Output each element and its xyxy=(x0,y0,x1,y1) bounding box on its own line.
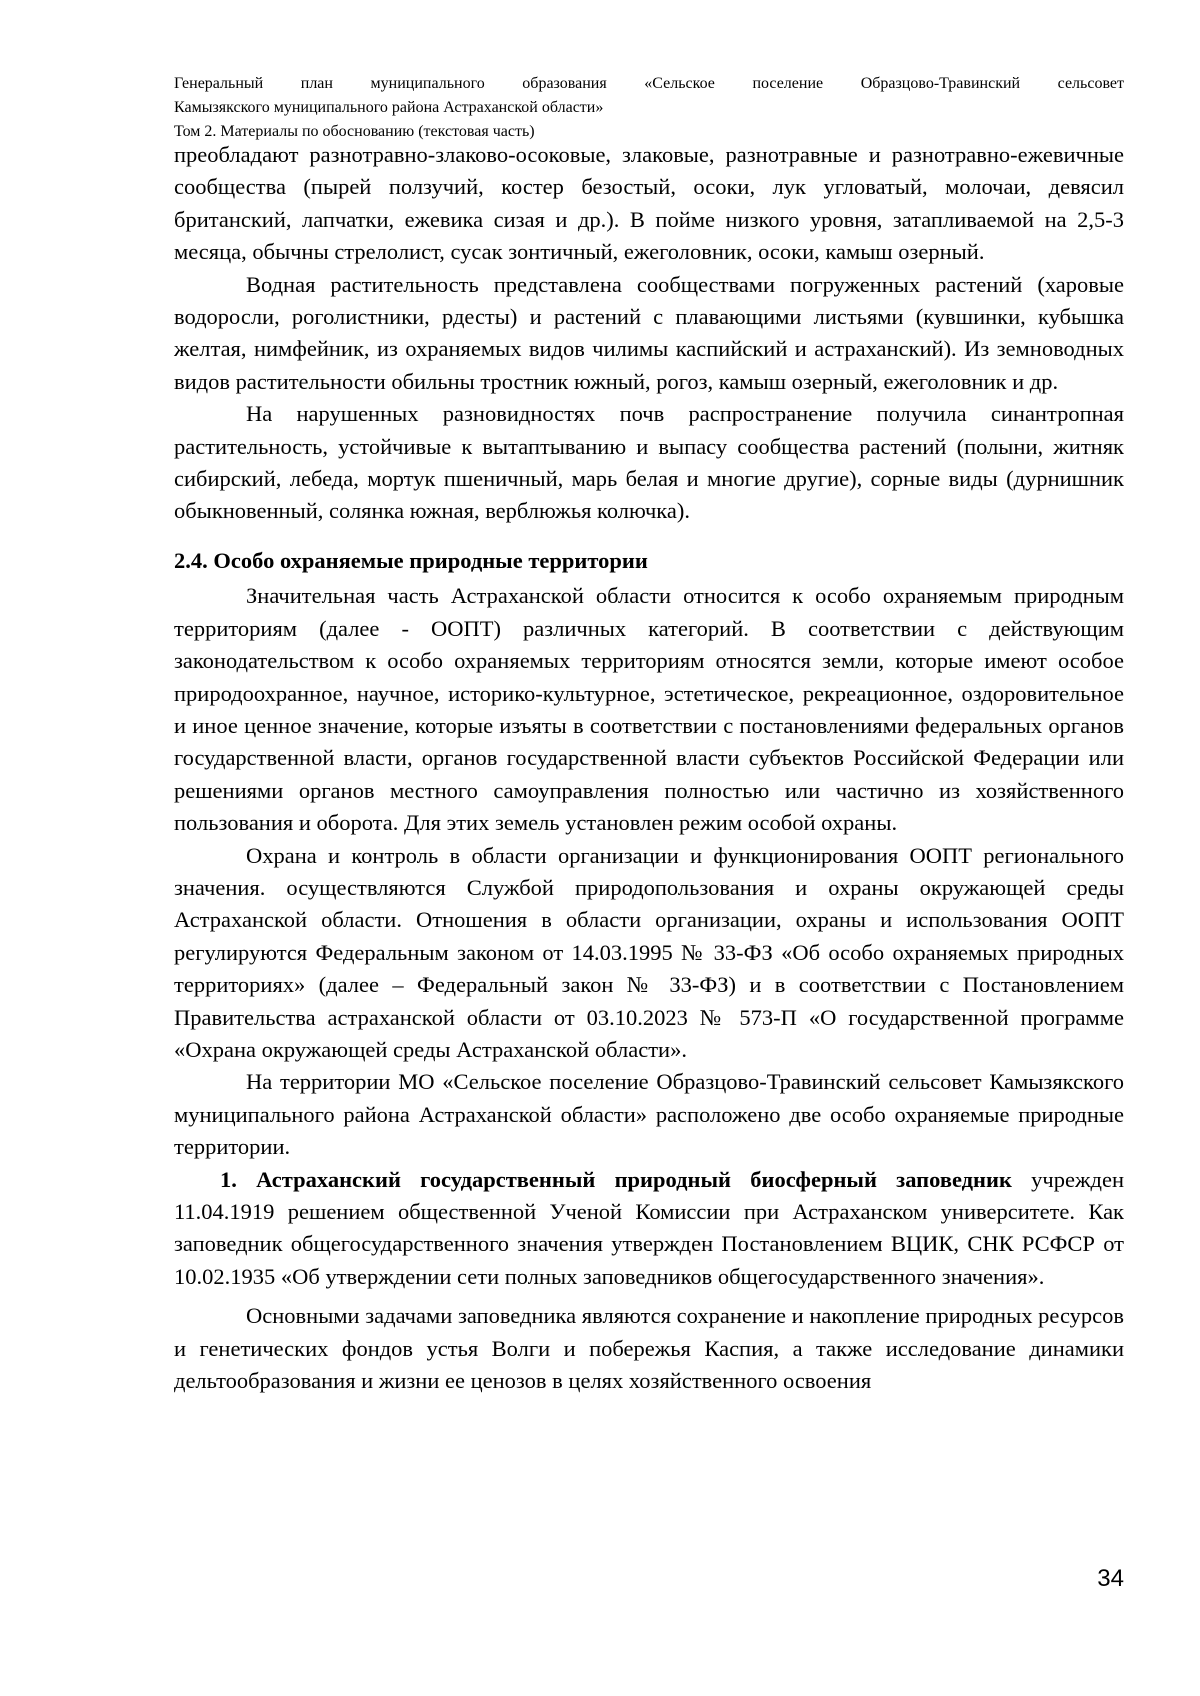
paragraph-aquatic-vegetation: Водная растительность представлена сообществами погруженных растений (харовые водоросли, роголистники, рдесты) и растений с плавающими листьями (кувшинки, кубышка желтая, нимфейник, из охраняемых видов чилимы каспийский и астраханский). Из земноводных видов растительности обильны тростник южный, рогоз, камыш озерный, ежеголовник и др. xyxy=(174,271,1124,394)
page-number: 34 xyxy=(1097,1565,1124,1592)
paragraph-synanthropic-vegetation: На нарушенных разновидностях почв распространение получила синантропная растительность, устойчивые к вытаптыванию и выпасу сообщества растений (полыни, житняк сибирский, лебеда, мортук пшеничный, марь белая и многие другие), сорные виды (дурнишник обыкновенный, солянка южная, верблюжья колючка). xyxy=(174,401,1124,524)
paragraph-vegetation-floodplain: преобладают разнотравно-злаково-осоковые, злаковые, разнотравные и разнотравно-ежевичные сообщества (пырей ползучий, костер безостый, осоки, лук угловатый, молочаи, девясил британский, лапчатки, ежевика сизая и др.). В пойме низкого уровня, затапливаемой на 2,5-3 месяца, обычны стрелолист, сусак зонтичный, ежеголовник, осоки, камыш озерный. xyxy=(174,142,1124,265)
paragraph-territory-count: На территории МО «Сельское поселение Образцово-Травинский сельсовет Камызякского муниципального района Астраханской области» расположено две особо охраняемые природные территории. xyxy=(174,1069,1124,1160)
body-text xyxy=(174,139,1124,1397)
paragraph-reserve-tasks: Основными задачами заповедника являются сохранение и накопление природных ресурсов и генетических фондов устья Волги и побережья Каспия, а также исследование динамики дельтообразования и жизни ее ценозов в целях хозяйственного освоения xyxy=(174,1303,1124,1394)
header-line-2: Камызякского муниципального района Астраханской области» xyxy=(174,99,604,116)
list-item-number: 1. xyxy=(220,1166,237,1192)
paragraph-protected-areas-intro: Значительная часть Астраханской области относится к особо охраняемым природным территориям (далее - ООПТ) различных категорий. В соответствии с действующим законодательством к особо охраняемых территориям относятся земли, которые имеют особое природоохранное, научное, историко-культурное, эстетическое, рекреационное, оздоровительное и иное ценное значение, которые изъяты в соответствии с постановлениями федеральных органов государственной власти, органов государственной власти субъектов Российской Федерации или решениями органов местного самоуправления полностью или частично из хозяйственного пользования и оборота. Для этих земель установлен режим особой охраны. xyxy=(174,583,1124,836)
header-line-3: Том 2. Материалы по обоснованию (текстовая часть) xyxy=(174,123,535,140)
list-item-reserve-title: Астраханский государственный природный биосферный заповедник xyxy=(256,1166,1012,1192)
section-heading: 2.4. Особо охраняемые природные территории xyxy=(174,547,648,573)
list-item-reserve xyxy=(174,1164,1124,1294)
running-header xyxy=(174,72,1124,144)
paragraph-protection-control: Охрана и контроль в области организации и функционирования ООПТ регионального значения. осуществляются Службой природопользования и охраны окружающей среды Астраханской области. Отношения в области организации, охраны и использования ООПТ регулируются Федеральным законом от 14.03.1995 № 33-ФЗ «Об особо охраняемых природных территориях» (далее – Федеральный закон № 33-ФЗ) и в соответствии с Постановлением Правительства астраханской области от 03.10.2023 № 573-П «О государственной программе «Охрана окружающей среды Астраханской области». xyxy=(174,842,1124,1062)
header-line-1: Генеральный план муниципального образования «Сельское поселение Образцово-Травинский сельсовет xyxy=(174,75,1124,92)
list-item-reserve-text: учрежден 11.04.1919 решением общественной Ученой Комиссии при Астраханском университете. Как заповедник общегосударственного значения утвержден Постановлением ВЦИК, СНК РСФСР от 10.02.1935 «Об утверждении сети полных заповедников общегосударственного значения». xyxy=(174,1166,1125,1289)
